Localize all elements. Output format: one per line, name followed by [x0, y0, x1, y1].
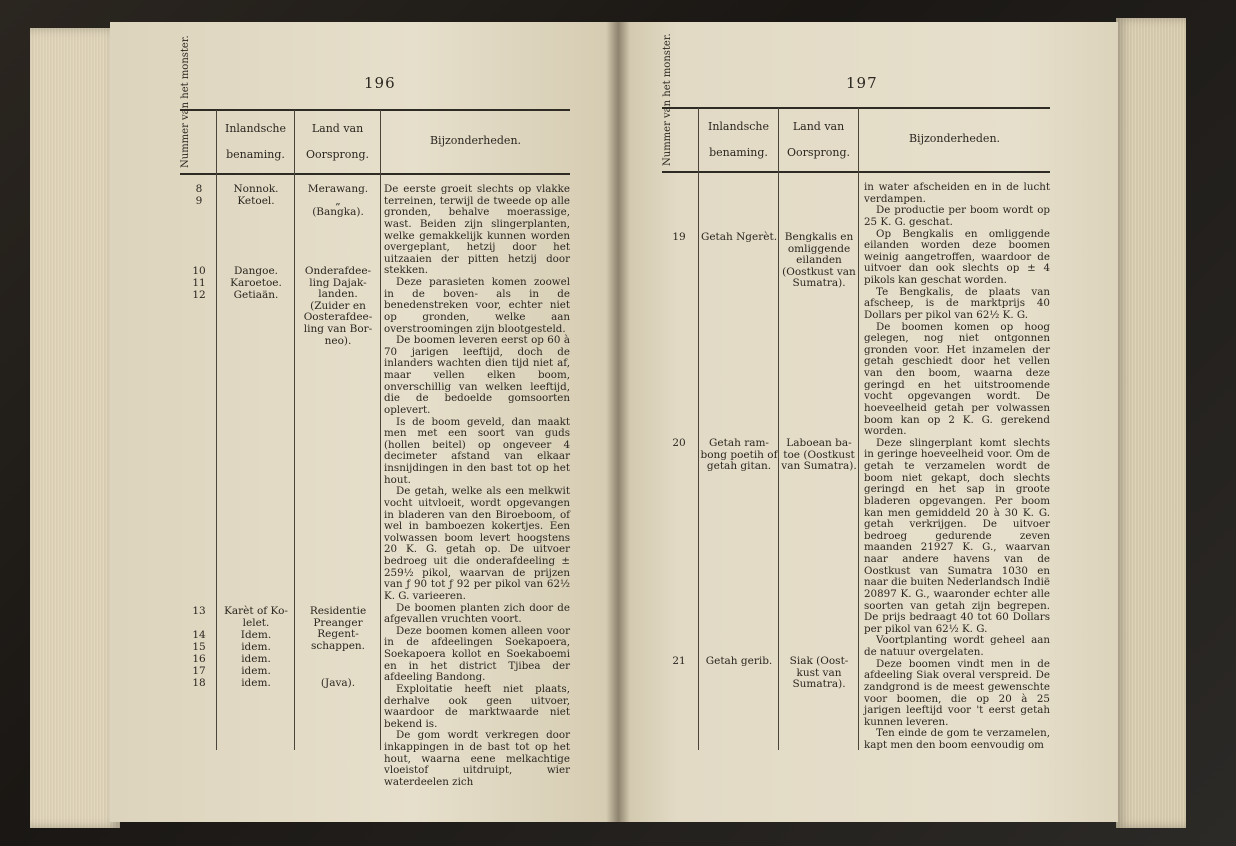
page-number-left: 196: [364, 74, 396, 92]
paragraph: Op Bengkalis en omliggende eilanden worden deze boomen weinig aangetroffen, waardoor de uitvoer dan ook slechts op ± 4 pikols kan geschat worden.: [864, 227, 1050, 286]
country-of-origin: Bengkalis en omliggende eilanden (Oostkust van Sumatra).: [782, 231, 856, 290]
paragraph: De eerste groeit slechts op vlakke terreinen, terwijl de tweede op alle gronden, behalve moerassige, wast. Beiden zijn slingerplanten, welke gemakkelijk kunnen worden overgeplant, hetzij door het uitzaaien der pitten hetzij door stekken.: [384, 183, 570, 277]
header-land: Land van Oorsprong.: [305, 122, 370, 161]
native-name: idem.: [241, 653, 271, 665]
header-inlandsche: Inlandsche benaming.: [224, 122, 287, 161]
native-name: Ketoel.: [237, 195, 275, 207]
paragraph: De boomen komen op hoog gelegen, nog niet ontgonnen gronden voor. Het inzamelen der getah geschiedt door het vellen van den boom, waarna deze geringd en het uitstroomende vocht opgevangen wordt. De hoeveelheid getah per volwassen boom kan op 2 K. G. gerekend worden.: [864, 320, 1050, 438]
page-edges-right: [1116, 18, 1186, 828]
sample-number: 8: [195, 183, 203, 195]
column-divider: [380, 110, 381, 750]
paragraph: Deze boomen komen alleen voor in de afdeelingen Soekapoera, Soekapoera kollot en Soekaboemi en in het district Tjibea der afdeeling Bandong.: [384, 624, 570, 684]
country-of-origin: Laboean ba- toe (Oostkust van Sumatra).: [781, 437, 857, 473]
header-bijzonderheden: Bijzonderheden.: [429, 134, 522, 147]
sample-number: 19: [672, 231, 686, 243]
native-name: Karoetoe.: [230, 277, 282, 289]
header-land: Land van Oorsprong.: [786, 120, 851, 159]
page-edges-left: [30, 28, 120, 828]
header-inlandsche: Inlandsche benaming.: [707, 120, 770, 159]
column-divider: [858, 108, 859, 750]
table-top-rule: [180, 109, 570, 111]
column-divider: [698, 108, 699, 750]
paragraph: De productie per boom wordt op 25 K. G. geschat.: [864, 204, 1050, 228]
paragraph: Ten einde de gom te verzamelen, kapt men den boom eenvoudig om: [864, 727, 1050, 751]
paragraph: Voortplanting wordt geheel aan de natuur overgelaten.: [864, 634, 1050, 658]
native-name: idem.: [241, 665, 271, 677]
country-of-origin: Onderafdee- ling Dajak- landen. (Zuider en Oosterafdee- ling van Bor- neo).: [303, 265, 373, 347]
country-of-origin: Residentie Preanger Regent- schappen.: [309, 605, 367, 652]
sample-number: 16: [192, 653, 206, 665]
paragraph: De gom wordt verkregen door inkappingen in de bast tot op het hout, waarna eene melkachtige vloeistof uitdruipt, wier waterdeelen zich: [384, 729, 570, 788]
paragraph: Deze slingerplant komt slechts in geringe hoeveelheid voor. Om de getah te verzamelen wordt de boom niet gekapt, doch slechts geringd en het sap in groote bladeren opgevangen. Per boom kan men gemiddeld 20 à 30 K. G. getah verkrijgen. De uitvoer bedroeg gedurende zeven maanden 21927 K. G., waarvan naar andere havens van de Oostkust van Sumatra 1030 en naar die buiten Nederlandsch Indië 20897 K. G., waaronder echter alle soorten van getah zijn begrepen. De prijs bedraagt 40 tot 60 Dollars per pikol van 62½ K. G.: [864, 436, 1051, 635]
paragraph: in water afscheiden en in de lucht verdampen.: [864, 181, 1050, 205]
sample-number: 14: [192, 629, 206, 641]
native-name: Getah Ngerèt.: [700, 231, 778, 243]
book-gutter: [606, 22, 630, 822]
header-nummer: [180, 112, 191, 168]
sample-number: 10: [192, 265, 206, 277]
native-name: Dangoe.: [233, 265, 279, 277]
header-nummer: [662, 110, 673, 166]
country-of-origin: Merawang. „ (Bangka).: [307, 183, 369, 219]
sample-number: 12: [192, 289, 206, 301]
page-number-right: 197: [846, 74, 878, 92]
column-divider: [294, 110, 295, 750]
table-header-rule: [180, 173, 570, 175]
sample-number: 15: [192, 641, 206, 653]
paragraph: De boomen planten zich door de afgevallen vruchten voort.: [384, 601, 570, 626]
sample-number: 21: [672, 655, 686, 667]
paragraph: Te Bengkalis, de plaats van afscheep, is de marktprijs 40 Dollars per pikol van 62½ K. G.: [864, 285, 1050, 321]
paragraph: De boomen leveren eerst op 60 à 70 jarigen leeftijd, doch de inlanders wachten dien tijd niet af, maar vellen elken boom, onverschillig van welken leeftijd, die de bedoelde gomsoorten oplevert.: [384, 334, 570, 416]
country-of-origin: Siak (Oost- kust van Sumatra).: [789, 655, 849, 691]
details-text-right: [864, 182, 1050, 752]
column-divider: [778, 108, 779, 750]
paragraph: Deze parasieten komen zoowel in de boven- als in de benedenstreken voor, echter niet op gronden, welke aan overstroomingen zijn blootgesteld.: [384, 276, 570, 335]
native-name: Karèt of Ko- lelet.: [224, 605, 288, 629]
native-name: Getah gerib.: [705, 655, 773, 667]
sample-number: 18: [192, 677, 206, 689]
sample-number: 20: [672, 437, 686, 449]
native-name: idem.: [241, 677, 271, 689]
sample-number: 9: [195, 195, 203, 207]
native-name: Idem.: [240, 629, 272, 641]
country-of-origin: (Java).: [320, 677, 356, 689]
details-text-left: [384, 184, 570, 789]
paragraph: Deze boomen vindt men in de afdeeling Siak overal verspreid. De zandgrond is de meest gewenschte voor boomen, die op 20 à 25 jarigen leeftijd voor 't eerst getah kunnen leveren.: [864, 657, 1050, 728]
native-name: Getiaän.: [233, 289, 279, 301]
sample-number: 17: [192, 665, 206, 677]
sample-number: 11: [192, 277, 206, 289]
native-name: Getah ram- bong poetih of getah gitan.: [700, 437, 778, 473]
native-name: Nonnok.: [233, 183, 279, 195]
paragraph: Exploitatie heeft niet plaats, derhalve ook geen uitvoer, waardoor de marktwaarde niet bekend is.: [384, 682, 570, 730]
column-divider: [216, 110, 217, 750]
table-header-rule: [662, 171, 1050, 173]
paragraph: Is de boom geveld, dan maakt men met een soort van guds (hollen beitel) op ongeveer 4 decimeter afstand van elkaar insnijdingen in den bast tot op het hout.: [384, 415, 570, 486]
table-top-rule: [662, 107, 1050, 109]
sample-number: 13: [192, 605, 206, 617]
header-bijzonderheden: Bijzonderheden.: [908, 132, 1001, 145]
paragraph: De getah, welke als een melkwit vocht uitvloeit, wordt opgevangen in bladeren van den Biroeboom, of wel in bamboezen kokertjes. Een volwassen boom levert hoogstens 20 K. G. getah op. De uitvoer bedroeg uit die onderafdeeling ± 259½ pikol, waarvan de prijzen van ƒ 90 tot ƒ 92 per pikol van 62½ K. G. varieeren.: [384, 485, 570, 602]
native-name: idem.: [241, 641, 271, 653]
